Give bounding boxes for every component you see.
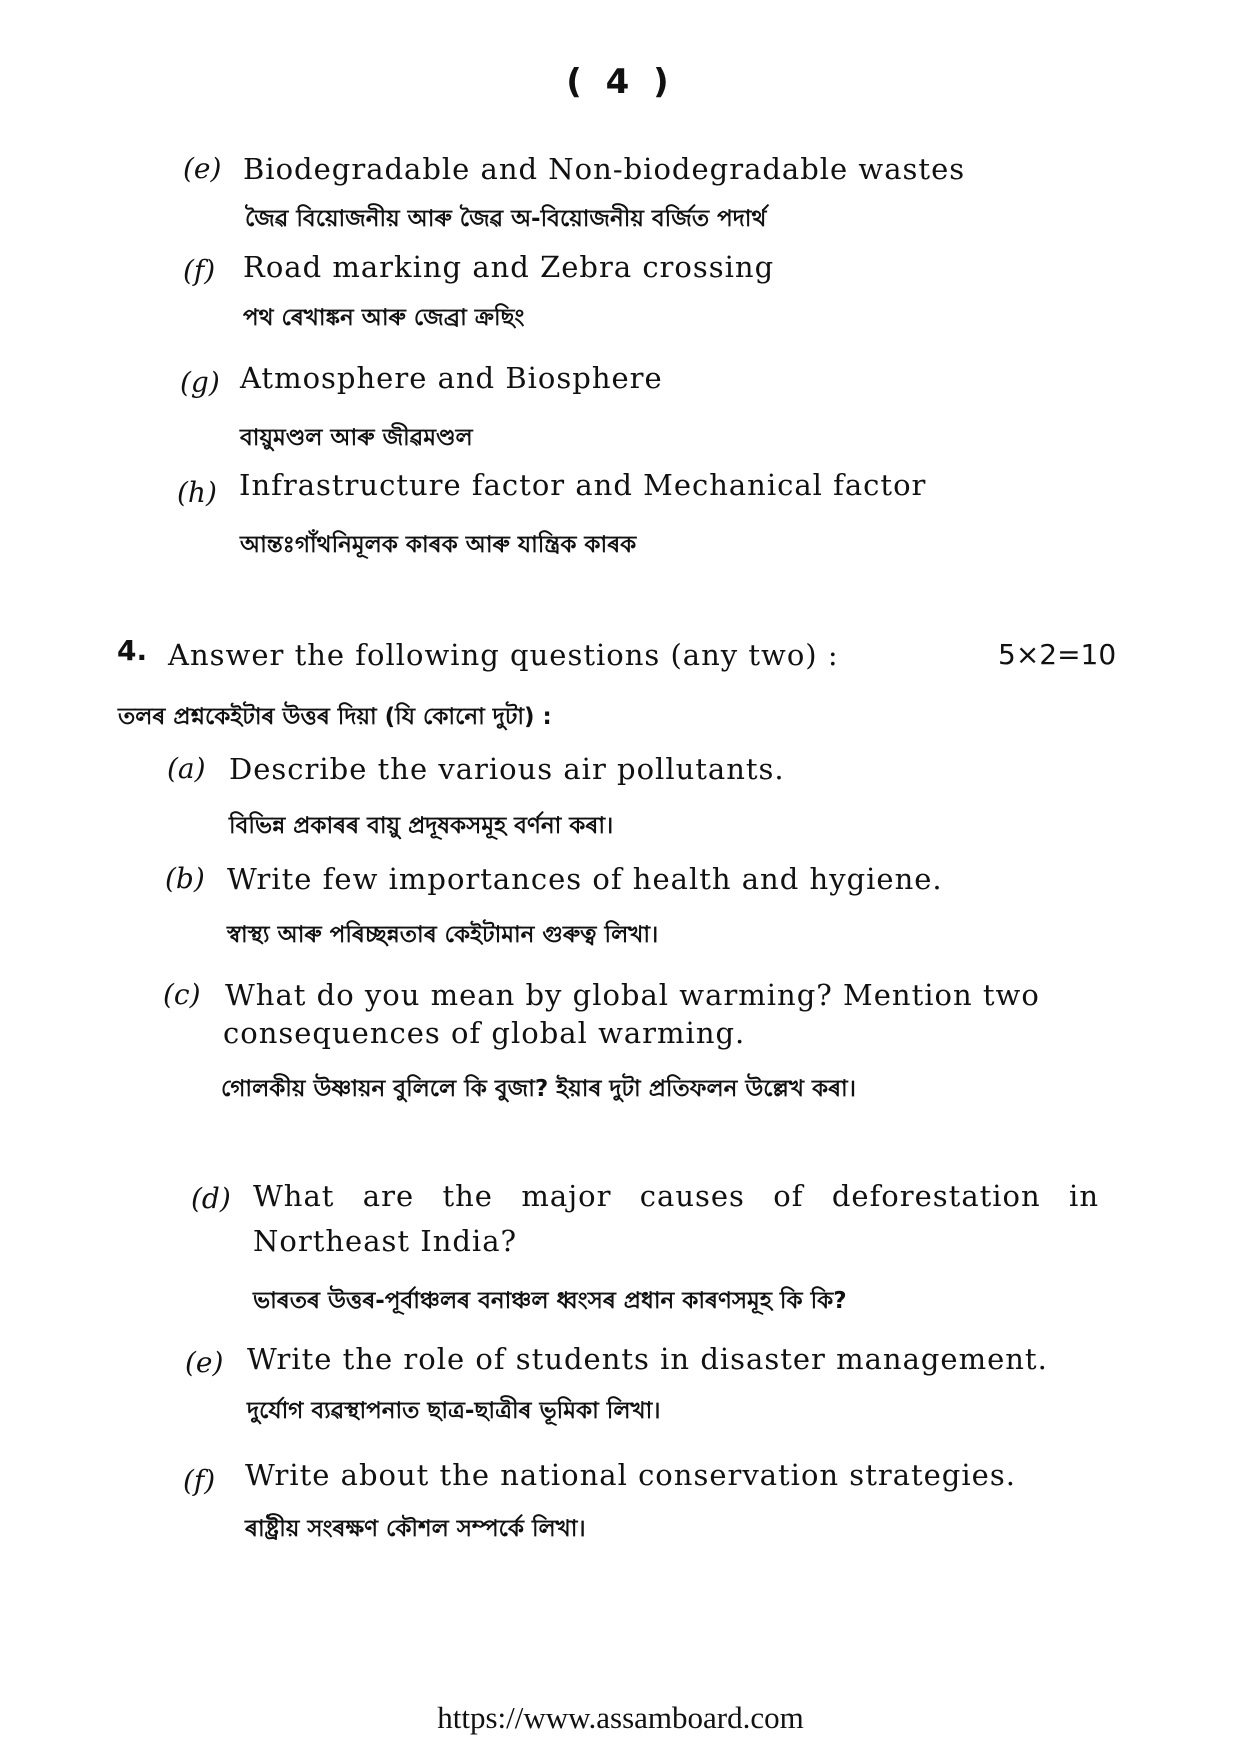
question-number: 4. [117,634,148,667]
item-english-text-line2: consequences of global warming. [223,1016,746,1050]
footer-url: https://www.assamboard.com [437,1700,804,1735]
item-assamese-text: ৰাষ্ট্ৰীয় সংৰক্ষণ কৌশল সম্পৰ্কে লিখা। [245,1516,586,1542]
item-assamese-text: পথ ৰেখাঙ্কন আৰু জেব্ৰা ক্ৰছিং [243,305,525,331]
item-assamese-text: বিভিন্ন প্ৰকাৰৰ বায়ু প্ৰদূষকসমূহ বৰ্ণনা কৰা। [229,813,614,839]
page-number: ( 4 ) [566,62,675,102]
item-label: (e) [185,1346,224,1379]
item-english-text: Road marking and Zebra crossing [243,250,775,284]
item-label: (a) [167,752,206,785]
question-heading-english: Answer the following questions (any two) : [168,638,839,672]
item-english-text: Biodegradable and Non-biodegradable wastes [243,152,966,186]
item-english-text: Describe the various air pollutants. [229,752,785,786]
item-label: (f) [183,1464,216,1497]
item-english-text: Write about the national conservation strategies. [245,1458,1016,1492]
item-label: (d) [191,1182,231,1215]
item-assamese-text: গোলকীয় উষ্ণায়ন বুলিলে কি বুজা? ইয়াৰ দুটা প্ৰতিফলন উল্লেখ কৰা। [221,1076,856,1102]
item-english-text: Write few importances of health and hygiene. [227,862,943,896]
item-label: (e) [183,152,222,185]
question-marks: 5×2=10 [998,638,1117,671]
item-english-text: Atmosphere and Biosphere [240,361,663,395]
item-label: (b) [165,862,205,895]
item-english-text: Infrastructure factor and Mechanical factor [239,468,927,502]
item-english-text: Write the role of students in disaster management. [247,1342,1048,1376]
item-label: (h) [177,476,217,509]
item-assamese-text: বায়ুমণ্ডল আৰু জীৱমণ্ডল [240,425,473,451]
item-english-text: What are the major causes of deforestation in [253,1179,1099,1213]
item-label: (g) [180,366,220,399]
item-label: (c) [163,978,201,1011]
item-assamese-text: স্বাস্থ্য আৰু পৰিচ্ছন্নতাৰ কেইটামান গুৰুত্ব লিখা। [227,922,659,948]
item-label: (f) [183,254,216,287]
item-assamese-text: দুৰ্যোগ ব্যৱস্থাপনাত ছাত্ৰ-ছাত্ৰীৰ ভূমিকা লিখা। [247,1398,661,1424]
item-english-text: What do you mean by global warming? Mention two [225,978,1040,1012]
item-assamese-text: ভাৰতৰ উত্তৰ-পূৰ্বাঞ্চলৰ বনাঞ্চল ধ্বংসৰ প্ৰধান কাৰণসমূহ কি কি? [253,1288,847,1314]
question-heading-assamese: তলৰ প্ৰশ্নকেইটাৰ উত্তৰ দিয়া (যি কোনো দুটা) : [118,704,552,730]
item-assamese-text: জৈৱ বিয়োজনীয় আৰু জৈৱ অ-বিয়োজনীয় বৰ্জিত পদাৰ্থ [245,206,767,232]
item-english-text-line2: Northeast India? [253,1224,518,1258]
item-assamese-text: আন্তঃগাঁথনিমূলক কাৰক আৰু যান্ত্ৰিক কাৰক [240,532,637,558]
